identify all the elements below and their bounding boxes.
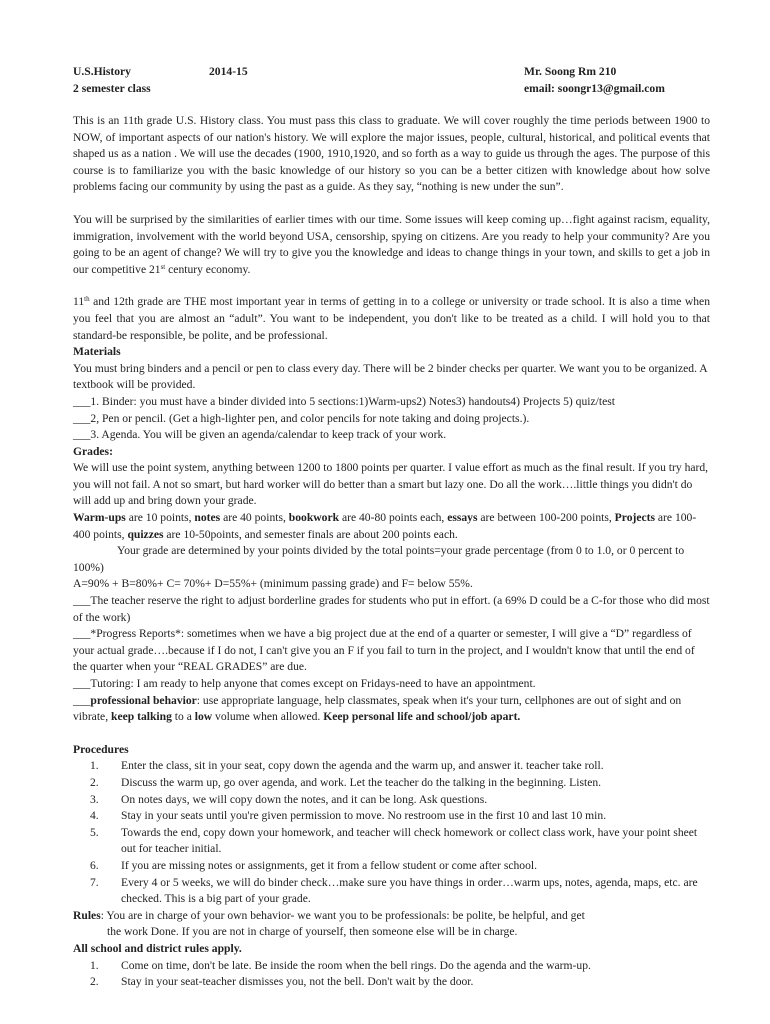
item-number: 2. <box>90 975 99 989</box>
item-number: 1. <box>90 759 99 773</box>
grades-reserve: ___The teacher reserve the right to adjust borderline grades for students who put in effort. (a 69% D could be a C-for those who did most of the work) <box>73 594 710 624</box>
keep-mid: to a <box>171 710 195 724</box>
document-header <box>73 64 710 98</box>
list-item <box>73 792 710 809</box>
item-number: 6. <box>90 858 99 872</box>
list-item <box>73 875 710 908</box>
item-text: Enter the class, sit in your seat, copy down the agenda and the warm up, and answer it. teacher take roll. <box>121 759 604 773</box>
item-text: Discuss the warm up, go over agenda, and work. Let the teacher do the talking in the beginning. Listen. <box>121 775 602 789</box>
procedures-section <box>73 742 710 908</box>
school-rules-list <box>73 958 710 991</box>
intro-p2-tail: century economy. <box>165 262 251 276</box>
intro-paragraph-3 <box>73 294 710 344</box>
keep-apart-label: Keep personal life and school/job apart. <box>323 710 521 724</box>
intro-p3-sup: th <box>84 295 90 304</box>
teacher-email: email: soongr13@gmail.com <box>524 82 665 95</box>
prof-label: professional behavior <box>90 693 197 707</box>
grades-heading: Grades: <box>73 444 113 458</box>
course-title: U.S.History <box>73 65 131 78</box>
intro-p3-lead: 11 <box>73 295 85 309</box>
list-item <box>73 775 710 792</box>
intro-paragraph-1: This is an 11th grade U.S. History class. You must pass this class to graduate. We will cover roughly the time periods between 1900 to NOW, of important aspects of our nation's history. We will explore the major issues, people, cultural, historical, and political events that shaped us as a nation . We will use the decades (1900, 1910,1920, and so forth as a way to guide us through the ages. The purpose of this course is to familiarize you with the basic knowledge of our history so you can be a better citizen with knowledge about how solve problems facing our community by using the past as a guide. As they say, “nothing is new under the sun”. <box>73 114 710 194</box>
materials-section <box>73 344 710 444</box>
materials-item-binder: ___1. Binder: you must have a binder divided into 5 sections:1)Warm-ups2) Notes3) handouts4) Projects 5) quiz/test <box>73 394 615 408</box>
bookwork-points: are 40-80 points each, <box>339 511 448 525</box>
grades-scale: A=90% + B=80%+ C= 70%+ D=55%+ (minimum passing grade) and F= below 55%. <box>73 577 473 591</box>
intro-p2-sup: st <box>160 262 166 271</box>
intro-paragraph-2 <box>73 212 710 278</box>
procedures-list <box>73 758 710 907</box>
item-text: Come on time, don't be late. Be inside the room when the bell rings. Do the agenda and the warm-up. <box>121 958 591 972</box>
grades-section <box>73 444 710 726</box>
rules-label: Rules <box>73 908 101 922</box>
materials-item-pen: ___2, Pen or pencil. (Get a high-lighter pen, and color pencils for note taking and doing projects.). <box>73 411 530 425</box>
quizzes-points: are 10-50points, and semester finals are about 200 points each. <box>163 527 458 541</box>
notes-label: notes <box>194 511 221 525</box>
materials-item-agenda: ___3. Agenda. You will be given an agenda/calendar to keep track of your work. <box>73 428 447 442</box>
materials-text: You must bring binders and a pencil or pen to class every day. There will be 2 binder checks per quarter. We want you to be organized. A textbook will be provided. <box>73 361 707 392</box>
bookwork-label: bookwork <box>288 511 340 525</box>
notes-points: are 40 points, <box>220 511 289 525</box>
projects-label: Projects <box>614 511 656 525</box>
list-item <box>73 958 710 975</box>
low-label: low <box>194 710 213 724</box>
course-term: 2 semester class <box>73 82 151 95</box>
keep-talking-label: keep talking <box>111 710 172 724</box>
prof-text: : use appropriate language, help classmates, speak when it's your turn, cellphones are out of sight and on vibrate, <box>73 693 682 724</box>
list-item <box>73 974 710 991</box>
item-number: 4. <box>90 809 99 823</box>
grades-determined: Your grade are determined by your points divided by the total points=your grade percentage (from 0 to 1.0, or 0 percent to 100%) <box>73 544 685 574</box>
item-text: Stay in your seat-teacher dismisses you, not the bell. Don't wait by the door. <box>121 975 474 989</box>
item-text: Towards the end, copy down your homework, and teacher will check homework or collect class work, have your point sheet out for teacher initial. <box>121 825 698 856</box>
item-text: Stay in your seats until you're given permission to move. No restroom use in the first 10 and last 10 min. <box>121 809 607 823</box>
grades-intro: We will use the point system, anything between 1200 to 1800 points per quarter. I value effort as much as the final result. If you try hard, you will not fail. A not so smart, but hard worker will do better than a smart but lazy one. Do all the work….little things you didn't do will add up and bring down your grade. <box>73 461 709 508</box>
list-item <box>73 808 710 825</box>
item-text: Every 4 or 5 weeks, we will do binder check…make sure you have things in order…warm ups, notes, agenda, maps, etc. are checked. This is a big part of your grade. <box>121 875 698 906</box>
materials-heading: Materials <box>73 345 121 359</box>
grades-progress-reports: ___*Progress Reports*: sometimes when we have a big project due at the end of a quarter or semester, I will give a “D” regardless of your actual grade….because if I do not, I can't give you an F if you fail to turn in the project, and I wouldn't know that until the end of the quarter when your “REAL GRADES” are due. <box>73 627 695 674</box>
document-page <box>73 64 710 991</box>
list-item <box>73 858 710 875</box>
item-text: If you are missing notes or assignments, get it from a fellow student or come after school. <box>121 858 537 872</box>
essays-label: essays <box>447 511 478 525</box>
grades-tutoring: ___Tutoring: I am ready to help anyone that comes except on Fridays-need to have an appointment. <box>73 677 536 690</box>
item-number: 5. <box>90 825 99 839</box>
warmups-label: Warm-ups <box>73 511 126 525</box>
item-number: 7. <box>90 875 99 889</box>
essays-points: are between 100-200 points, <box>477 511 612 525</box>
procedures-heading: Procedures <box>73 742 129 756</box>
school-year: 2014-15 <box>209 65 248 78</box>
school-rules-heading: All school and district rules apply. <box>73 941 242 955</box>
intro-p3-text: and 12th grade are THE most important year in terms of getting in to a college or university or trade school. It is also a time when you feel that you are almost an “adult”. You want to be independent, you don't like to be treated as a child. I will hold you to that standard-be responsible, be polite, and be professional. <box>73 295 710 342</box>
grades-point-values <box>73 510 710 543</box>
item-number: 1. <box>90 958 99 972</box>
rules-line-2: the work Done. If you are not in charge of yourself, then someone else will be in charge. <box>107 925 518 939</box>
teacher-name: Mr. Soong Rm 210 <box>524 65 617 78</box>
rules-line-1 <box>73 908 710 925</box>
item-text: On notes days, we will copy down the notes, and it can be long. Ask questions. <box>121 792 488 806</box>
rules-section <box>73 908 710 991</box>
item-number: 3. <box>90 792 99 806</box>
list-item <box>73 825 710 858</box>
grades-professional-behavior <box>73 693 710 726</box>
intro-p2-text: You will be surprised by the similarities of earlier times with our time. Some issues will keep coming up…fight against racism, equality, immigration, involvement with the world beyond USA, censorship, spying on citizens. Are you ready to help your community? Are you going to be an agent of change? We will try to give you the knowledge and ideas to change things in your town, and skills to get a job in our competitive 21 <box>73 212 710 276</box>
warmups-points: are 10 points, <box>125 511 195 525</box>
list-item <box>73 758 710 775</box>
item-number: 2. <box>90 775 99 789</box>
projects-points: are 100-400 points, <box>73 511 697 541</box>
rules-text-1: : You are in charge of your own behavior- we want you to be professionals: be polite, be helpful, and get <box>100 908 585 922</box>
prof-prefix: ___ <box>73 693 91 707</box>
low-text: volume when allowed. <box>212 710 324 724</box>
quizzes-label: quizzes <box>127 527 164 541</box>
